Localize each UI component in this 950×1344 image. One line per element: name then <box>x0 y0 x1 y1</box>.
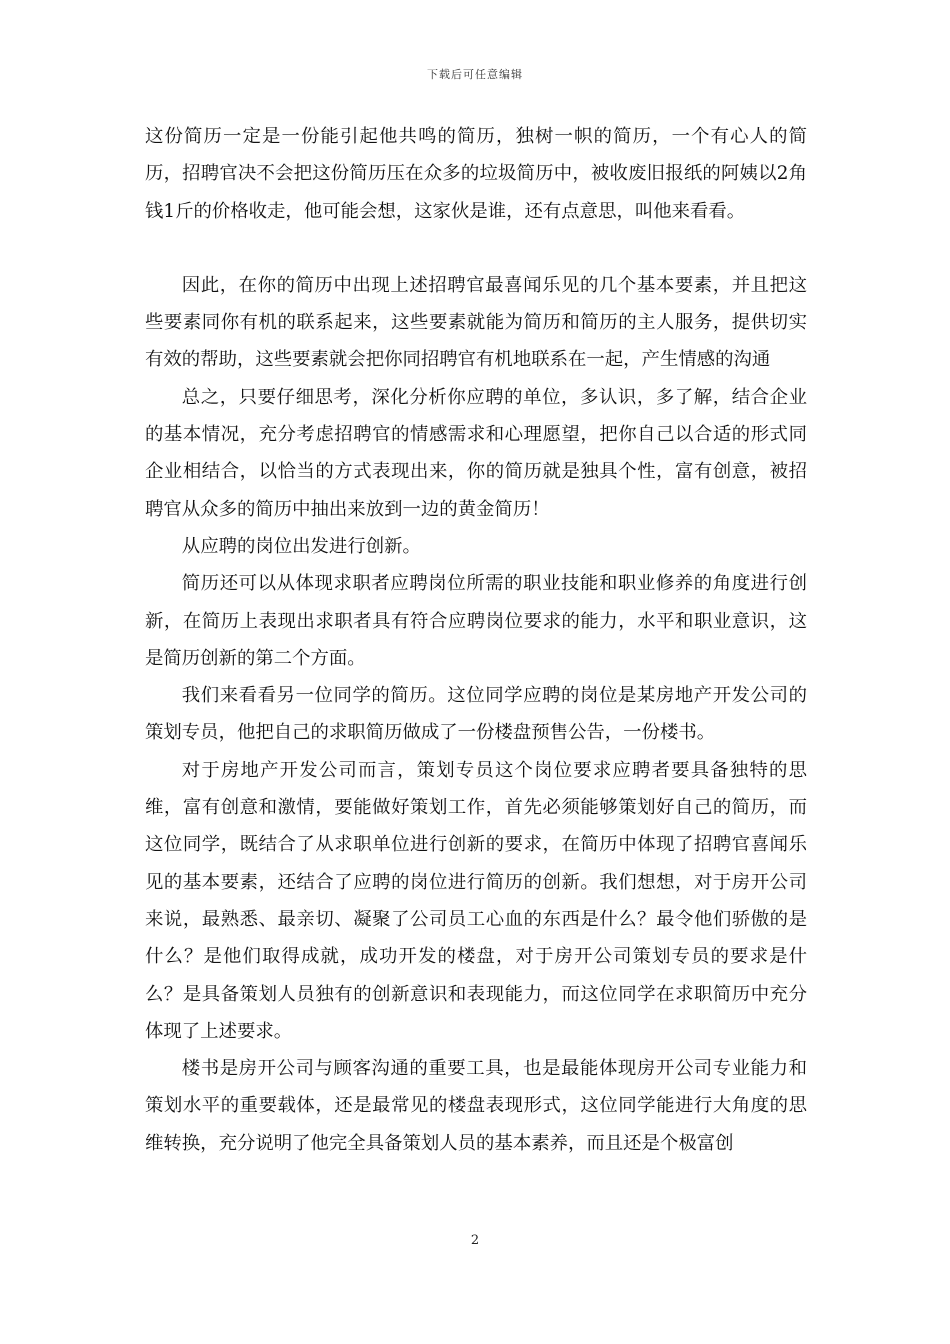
paragraph-2: 因此，在你的简历中出现上述招聘官最喜闻乐见的几个基本要素，并且把这些要素同你有机的联系起来，这些要素就能为简历和简历的主人服务，提供切实有效的帮助，这些要素就会把你同招聘官有机地联系在一起，产生情感的沟通 <box>145 274 807 371</box>
page-header: 下载后可任意编辑 <box>427 68 523 81</box>
paragraph-5: 简历还可以从体现求职者应聘岗位所需的职业技能和职业修养的角度进行创新，在简历上表现出求职者具有符合应聘岗位要求的能力，水平和职业意识，这是简历创新的第二个方面。 <box>145 573 807 669</box>
paragraph-8: 楼书是房开公司与顾客沟通的重要工具，也是最能体现房开公司专业能力和策划水平的重要载体，还是最常见的楼盘表现形式，这位同学能进行大角度的思维转换，充分说明了他完全具备策划人员的基本素养，而且还是个极富创 <box>145 1058 807 1154</box>
paragraph-7: 对于房地产开发公司而言，策划专员这个岗位要求应聘者要具备独特的思维，富有创意和激情，要能做好策划工作，首先必须能够策划好自己的简历，而这位同学，既结合了从求职单位进行创新的要求，在简历中体现了招聘官喜闻乐见的基本要素，还结合了应聘的岗位进行简历的创新。我们想想，对于房开公司来说，最熟悉、最亲切、凝聚了公司员工心血的东西是什么？最令他们骄傲的是什么？是他们取得成就，成功开发的楼盘，对于房开公司策划专员的要求是什么？是具备策划人员独有的创新意识和表现能力，而这位同学在求职简历中充分体现了上述要求。 <box>145 759 807 1042</box>
page-number: 2 <box>470 1233 480 1248</box>
paragraph-3: 总之，只要仔细思考，深化分析你应聘的单位，多认识，多了解，结合企业的基本情况，充分考虑招聘官的情感需求和心理愿望，把你自己以合适的形式同企业相结合，以恰当的方式表现出来，你的简历就是独具个性，富有创意，被招聘官从众多的简历中抽出来放到一边的黄金简历！ <box>145 386 807 520</box>
document-body <box>145 118 807 1162</box>
paragraph-6: 我们来看看另一位同学的简历。这位同学应聘的岗位是某房地产开发公司的策划专员，他把自己的求职简历做成了一份楼盘预售公告，一份楼书。 <box>145 685 807 744</box>
paragraph-1: 这份简历一定是一份能引起他共鸣的简历，独树一帜的简历，一个有心人的简历，招聘官决不会把这份简历压在众多的垃圾简历中，被收废旧报纸的阿姨以2角钱1斤的价格收走，他可能会想，这家伙是谁，还有点意思，叫他来看看。 <box>145 126 807 222</box>
paragraph-4-heading: 从应聘的岗位出发进行创新。 <box>181 535 421 557</box>
